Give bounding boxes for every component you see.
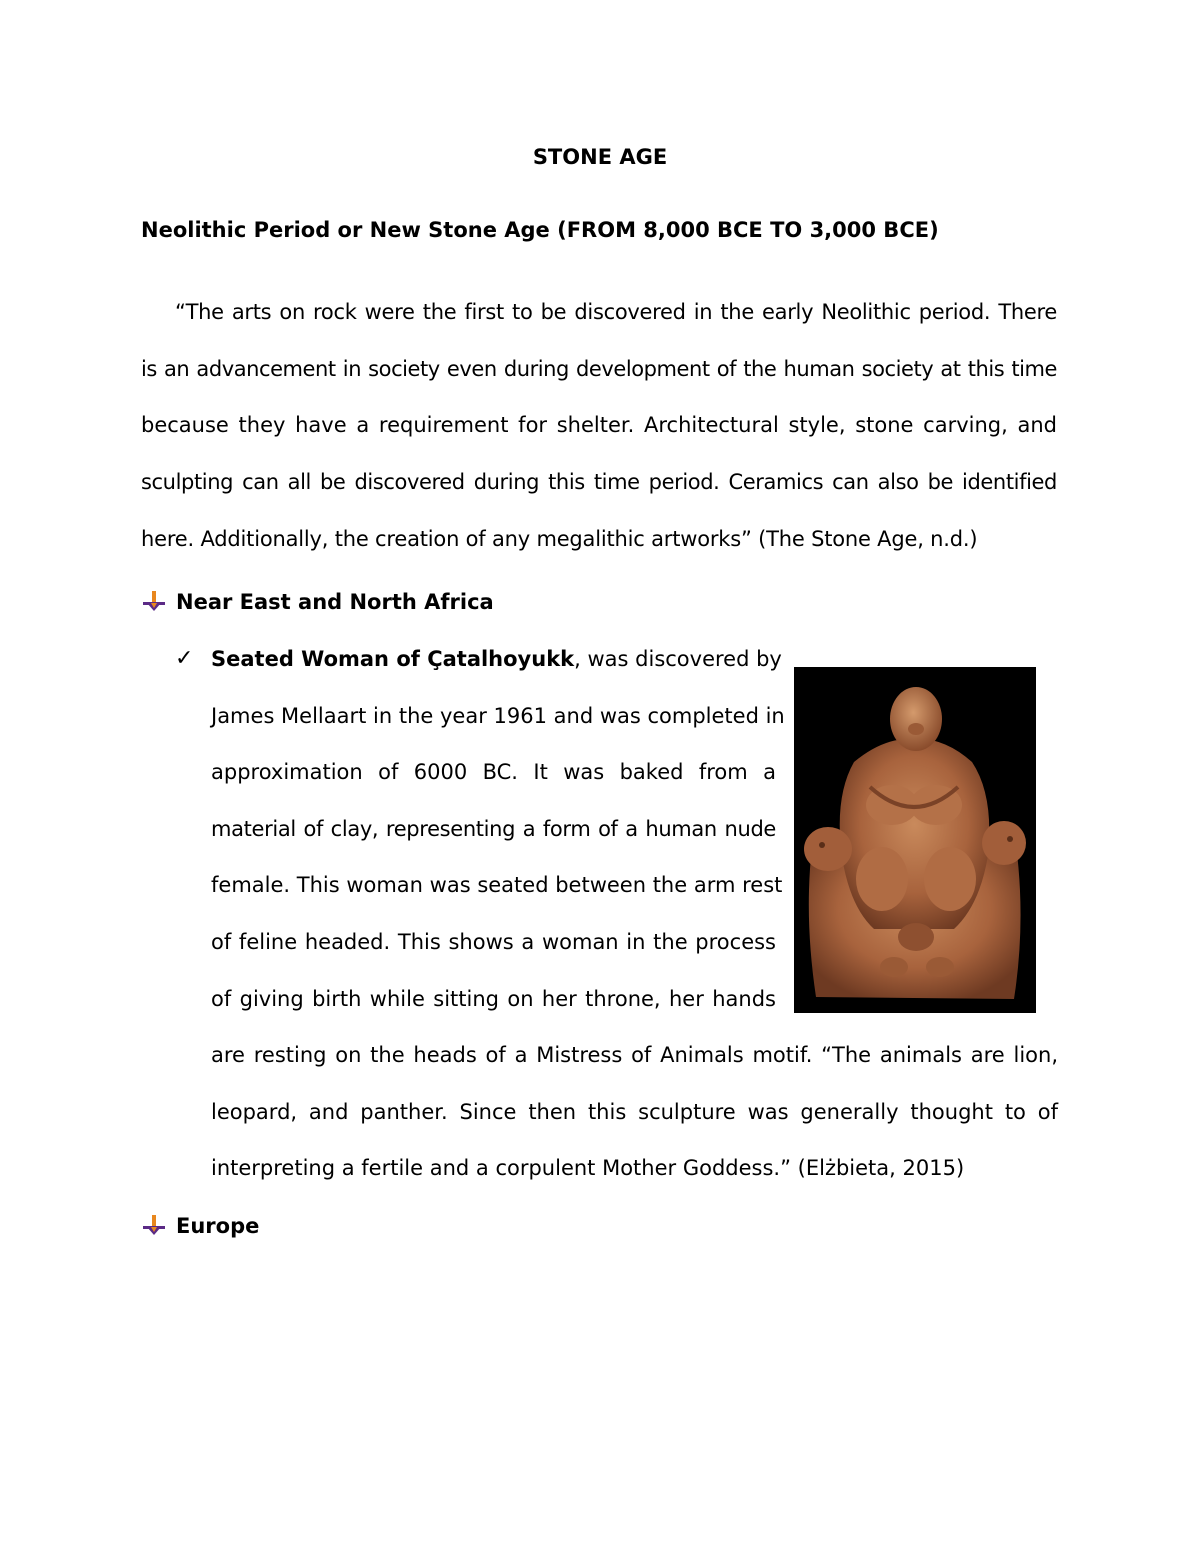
- intro-line: is an advancement in society even during development of the human society at this time: [141, 356, 1057, 381]
- figurine-image-icon: [794, 667, 1036, 1013]
- section-subtitle: Neolithic Period or New Stone Age (FROM 8,000 BCE TO 3,000 BCE): [141, 218, 939, 242]
- item-line: leopard, and panther. Since then this sculpture was generally thought to of: [211, 1099, 1058, 1124]
- intro-paragraph: [141, 284, 1057, 568]
- item-line: interpreting a fertile and a corpulent Mother Goddess.” (Elżbieta, 2015): [211, 1156, 965, 1181]
- document-title: STONE AGE: [532, 145, 668, 169]
- item-line: James Mellaart in the year 1961 and was completed in: [211, 703, 785, 728]
- intro-line: here. Additionally, the creation of any megalithic artworks” (The Stone Age, n.d.): [141, 526, 978, 551]
- section-heading-near-east: [141, 586, 494, 618]
- item-line: are resting on the heads of a Mistress of Animals motif. “The animals are lion,: [211, 1043, 1058, 1067]
- intro-line: sculpting can all be discovered during this time period. Ceramics can also be identified: [141, 470, 1057, 495]
- checkmark-bullet-icon: ✓: [175, 646, 194, 671]
- item-title: Seated Woman of Çatalhoyukk: [211, 647, 575, 671]
- item-line: female. This woman was seated between the arm rest: [211, 873, 783, 898]
- down-arrow-bullet-icon: [141, 1214, 167, 1236]
- item-line: approximation of 6000 BC. It was baked from a: [211, 760, 776, 785]
- section-heading-europe: [141, 1210, 259, 1242]
- item-description-narrow: [211, 643, 785, 1039]
- item-line: of giving birth while sitting on her throne, her hands: [211, 986, 776, 1011]
- seated-woman-figurine-photo: [794, 667, 1036, 1013]
- down-arrow-bullet-icon: [141, 590, 167, 612]
- section-heading-label: Near East and North Africa: [176, 590, 494, 614]
- item-line: of feline headed. This shows a woman in the process: [211, 929, 776, 954]
- item-description-wide: [211, 1039, 1058, 1209]
- intro-line: because they have a requirement for shelter. Architectural style, stone carving, and: [141, 413, 1057, 438]
- item-first-line: [211, 643, 782, 700]
- section-heading-label: Europe: [176, 1214, 260, 1238]
- intro-line: “The arts on rock were the first to be discovered in the early Neolithic period. There: [175, 300, 1057, 324]
- item-first-line-rest: , was discovered by: [574, 647, 782, 671]
- item-line: material of clay, representing a form of a human nude: [211, 816, 776, 841]
